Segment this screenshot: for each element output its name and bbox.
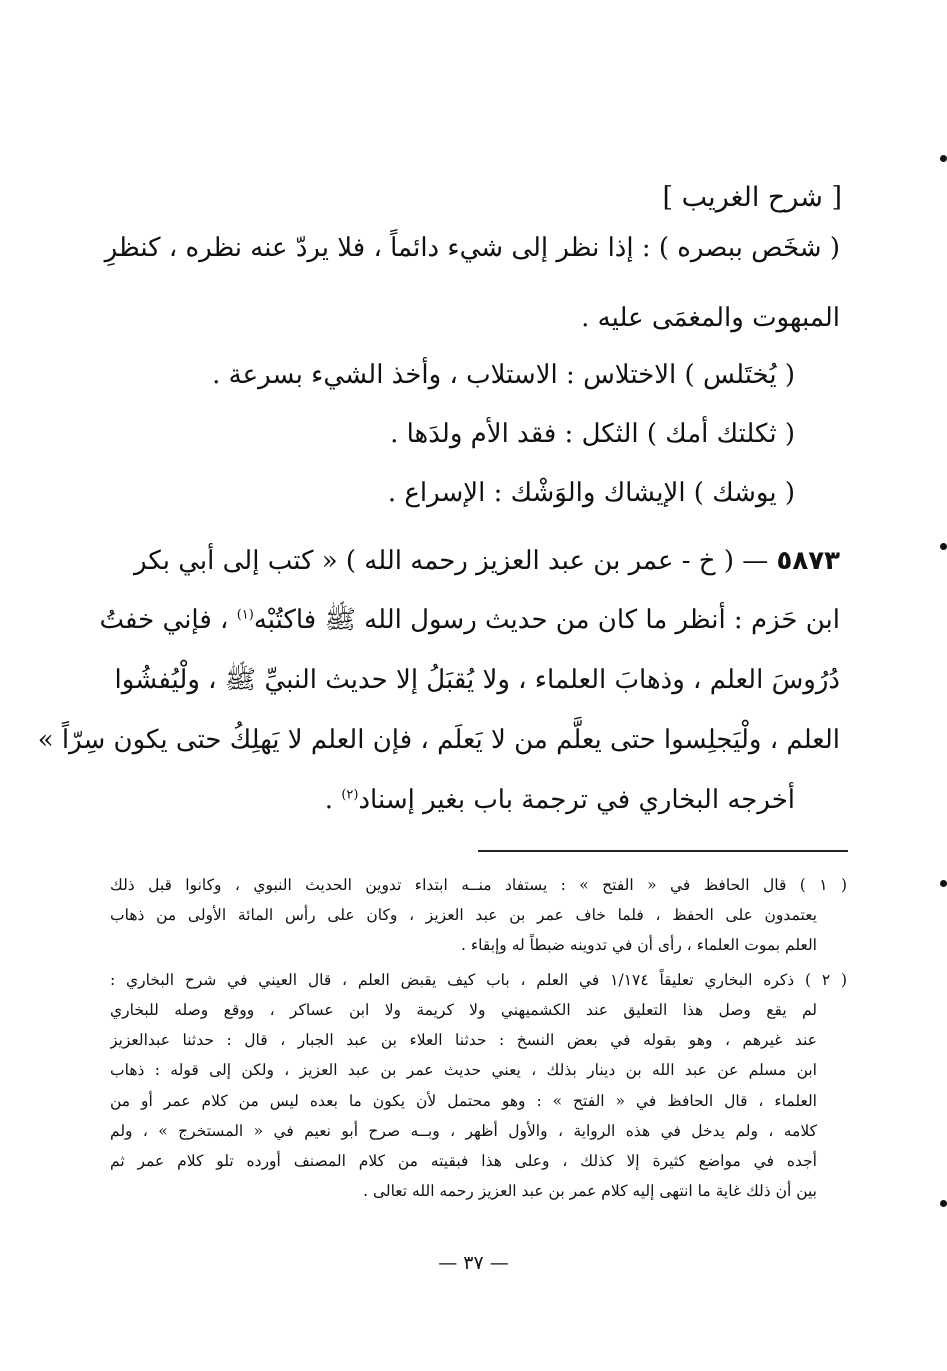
footnote-line-2: يعتمدون على الحفظ ، فلما خاف عمر بن عبد العزيز ، وكان على رأس المائة الأولى من ذهاب: [110, 906, 817, 924]
footnote-line-1: ( ١ ) قال الحافظ في « الفتح » : يستفاد منــه ابتداء تدوين الحديث النبوي ، وكانوا قبل ذلك: [110, 876, 847, 894]
hadith-line-1: [134, 541, 840, 581]
main-text-line-5: ( يوشك ) الإيشاك والوَشْك : الإسراع .: [387, 478, 795, 508]
hadith-line-2-end: ، فإني خفتُ: [99, 605, 229, 635]
hadith-line-2-text: ابن حَزم : أنظر ما كان من حديث رسول الله ﷺ فاكتُبْه: [253, 605, 840, 635]
scan-edge-mark: [940, 543, 947, 550]
main-text-line-1: ( شخَص ببصره ) : إذا نظر إلى شيء دائماً ، فلا يردّ عنه نظره ، كنظرِ: [104, 233, 840, 263]
scan-edge-mark: [940, 880, 947, 887]
footnote-line-8: العلماء ، قال الحافظ في « الفتح » : وهو محتمل لأن يكون ما بعده ليس من كلام عمر أو من: [110, 1092, 817, 1110]
footnote-line-5: لم يقع وصل هذا التعليق عند الكشميهني ولا كريمة ولا ابن عساكر ، ووقع وصله للبخاري: [110, 1001, 817, 1019]
footnote-ref-1: (١): [236, 607, 254, 623]
footnote-line-6: عند غيرهم ، وهو بقوله في بعض النسخ : حدثنا العلاء بن عبد الجبار ، قال : حدثنا عبدالعزيز: [110, 1031, 817, 1049]
hadith-line-5: [325, 780, 795, 820]
page-number: — ٣٧ —: [438, 1252, 509, 1274]
hadith-line-2: [99, 600, 840, 640]
footnote-separator: [478, 850, 848, 852]
scan-edge-mark: [940, 155, 947, 162]
section-heading: [ شرح الغريب ]: [662, 182, 842, 213]
footnote-line-9: كلامه ، ولم يدخل في هذه الرواية ، والأول أظهر ، وبــه صرح أبو نعيم في « المستخرج » ، ولم: [110, 1122, 817, 1140]
hadith-line-5-text: أخرجه البخاري في ترجمة باب بغير إسناد: [358, 785, 795, 815]
footnote-line-10: أجده في مواضع كثيرة إلا كذلك ، وعلى هذا فبقيته من كلام المصنف أورده تلو كلام عمر ثم: [110, 1152, 817, 1170]
scan-edge-mark: [940, 1200, 947, 1207]
footnote-ref-2: (٢): [341, 787, 359, 803]
hadith-number: ٥٨٧٣: [776, 546, 840, 576]
footnote-line-4: ( ٢ ) ذكره البخاري تعليقاً ١/١٧٤ في العلم ، باب كيف يقبض العلم ، قال العيني في شرح البخاري :: [110, 971, 847, 989]
main-text-line-2: المبهوت والمغمَى عليه .: [581, 303, 840, 333]
main-text-line-4: ( ثكلتك أمك ) الثكل : فقد الأم ولدَها .: [390, 419, 795, 449]
hadith-line-5-end: .: [324, 785, 334, 815]
footnote-line-3: العلم بموت العلماء ، رأى أن في تدوينه ضبطاً له وإبقاء .: [460, 936, 817, 954]
hadith-line-3: دُرُوسَ العلم ، وذهابَ العلماء ، ولا يُقبَلُ إلا حديث النبيِّ ﷺ ، ولْيُفشُوا: [114, 665, 840, 695]
hadith-line-1-text: — ( خ - عمر بن عبد العزيز رحمه الله ) « كتب إلى أبي بكر: [134, 546, 769, 576]
footnote-line-11: بين أن ذلك غاية ما انتهى إليه كلام عمر بن عبد العزيز رحمه الله تعالى .: [363, 1182, 817, 1200]
footnote-line-7: ابن مسلم عن عبد الله بن دينار بذلك ، يعني حديث عمر بن عبد العزيز ، ولكن إلى قوله : ذهاب: [110, 1061, 817, 1079]
hadith-line-4: العلم ، ولْيَجلِسوا حتى يعلَّم من لا يَعلَم ، فإن العلم لا يَهلِكُ حتى يكون سِرّاً »: [37, 725, 840, 755]
main-text-line-3: ( يُختَلس ) الاختلاس : الاستلاب ، وأخذ الشيء بسرعة .: [212, 360, 795, 390]
